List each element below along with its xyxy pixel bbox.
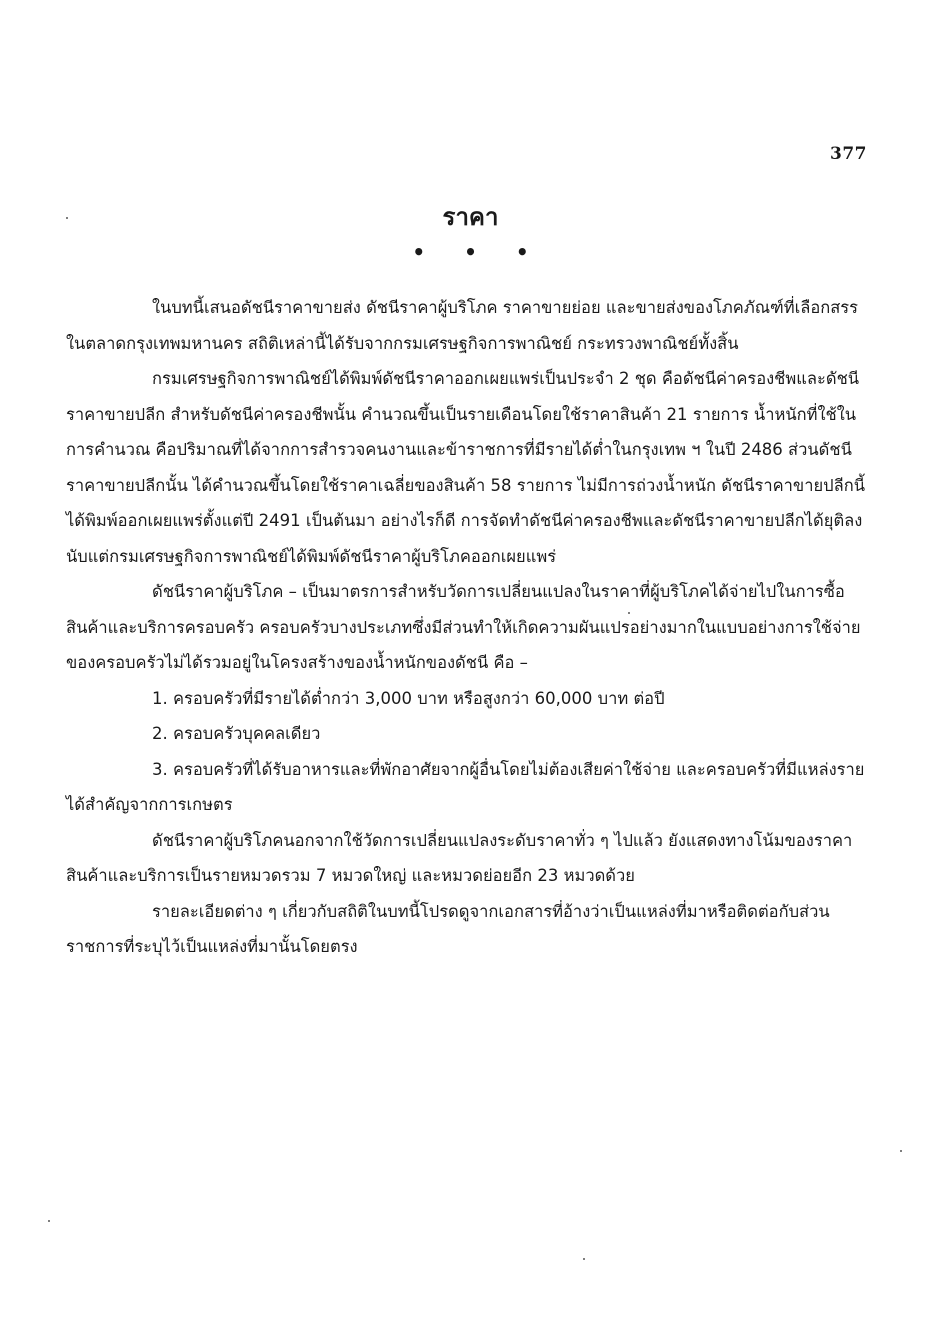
scan-speck [66, 217, 68, 219]
scan-speck [900, 1150, 902, 1152]
page-number: 377 [830, 144, 867, 164]
paragraph-consumer-price-index: ดัชนีราคาผู้บริโภค – เป็นมาตรการสำหรับวัดการเปลี่ยนแปลงในราคาที่ผู้บริโภคได้จ่ายไปในการซื้อสินค้าและบริการครอบครัว ครอบครัวบางประเภทซึ่งมีส่วนทำให้เกิดความผันแปรอย่างมากในแบบอย่างการใช้จ่ายของครอบครัวไม่ได้รวมอยู่ในโครงสร้างของน้ำหนักของดัชนี คือ – [66, 582, 861, 672]
list-item: 3. ครอบครัวที่ได้รับอาหารและที่พักอาศัยจากผู้อื่นโดยไม่ต้องเสียค่าใช้จ่าย และครอบครัวที่มีแหล่งรายได้สำคัญจากการเกษตร [66, 759, 865, 814]
scan-speck [583, 1258, 585, 1260]
scan-speck [48, 1220, 50, 1222]
paragraph-cpi-categories: ดัชนีราคาผู้บริโภคนอกจากใช้วัดการเปลี่ยนแปลงระดับราคาทั่ว ๆ ไปแล้ว ยังแสดงทางโน้มของราคาสินค้าและบริการเป็นรายหมวดรวม 7 หมวดใหญ่ และหมวดย่อยอีก 23 หมวดด้วย [66, 830, 853, 885]
paragraph-price-indices: กรมเศรษฐกิจการพาณิชย์ได้พิมพ์ดัชนีราคาออกเผยแพร่เป็นประจำ 2 ชุด คือดัชนีค่าครองชีพและดัชนีราคาขายปลีก สำหรับดัชนีค่าครองชีพนั้น คำนวณขึ้นเป็นรายเดือนโดยใช้ราคาสินค้า 21 รายการ น้ำหนักที่ใช้ในการคำนวณ คือปริมาณที่ได้จากการสำรวจคนงานและข้าราชการที่มีรายได้ต่ำในกรุงเทพ ฯ ในปี 2486 ส่วนดัชนีราคาขายปลีกนั้น ได้คำนวณขึ้นโดยใช้ราคาเฉลี่ยของสินค้า 58 รายการ ไม่มีการถ่วงน้ำหนัก ดัชนีราคาขายปลีกนี้ได้พิมพ์ออกเผยแพร่ตั้งแต่ปี 2491 เป็นต้นมา อย่างไรก็ดี การจัดทำดัชนีค่าครองชีพและดัชนีราคาขายปลีกได้ยุติลง นับแต่กรมเศรษฐกิจการพาณิชย์ได้พิมพ์ดัชนีราคาผู้บริโภคออกเผยแพร่ [66, 369, 865, 566]
paragraph-intro: ในบทนี้เสนอดัชนีราคาขายส่ง ดัชนีราคาผู้บริโภค ราคาขายย่อย และขายส่งของโภคภัณฑ์ที่เลือกสรรในตลาดกรุงเทพมหานคร สถิติเหล่านี้ได้รับจากกรมเศรษฐกิจการพาณิชย์ กระทรวงพาณิชย์ทั้งสิ้น [66, 298, 859, 353]
paragraph-sources: รายละเอียดต่าง ๆ เกี่ยวกับสถิติในบทนี้โปรดดูจากเอกสารที่อ้างว่าเป็นแหล่งที่มาหรือติดต่อกับส่วนราชการที่ระบุไว้เป็นแหล่งที่มานั้นโดยตรง [66, 901, 830, 956]
list-item: 2. ครอบครัวบุคคลเดียว [152, 724, 321, 743]
scan-speck [628, 612, 630, 614]
list-item: 1. ครอบครัวที่มีรายได้ต่ำกว่า 3,000 บาท หรือสูงกว่า 60,000 บาท ต่อปี [152, 688, 665, 708]
page-title: ราคา [442, 203, 499, 231]
title-separator: • • • [412, 240, 545, 264]
document-body [66, 290, 866, 965]
